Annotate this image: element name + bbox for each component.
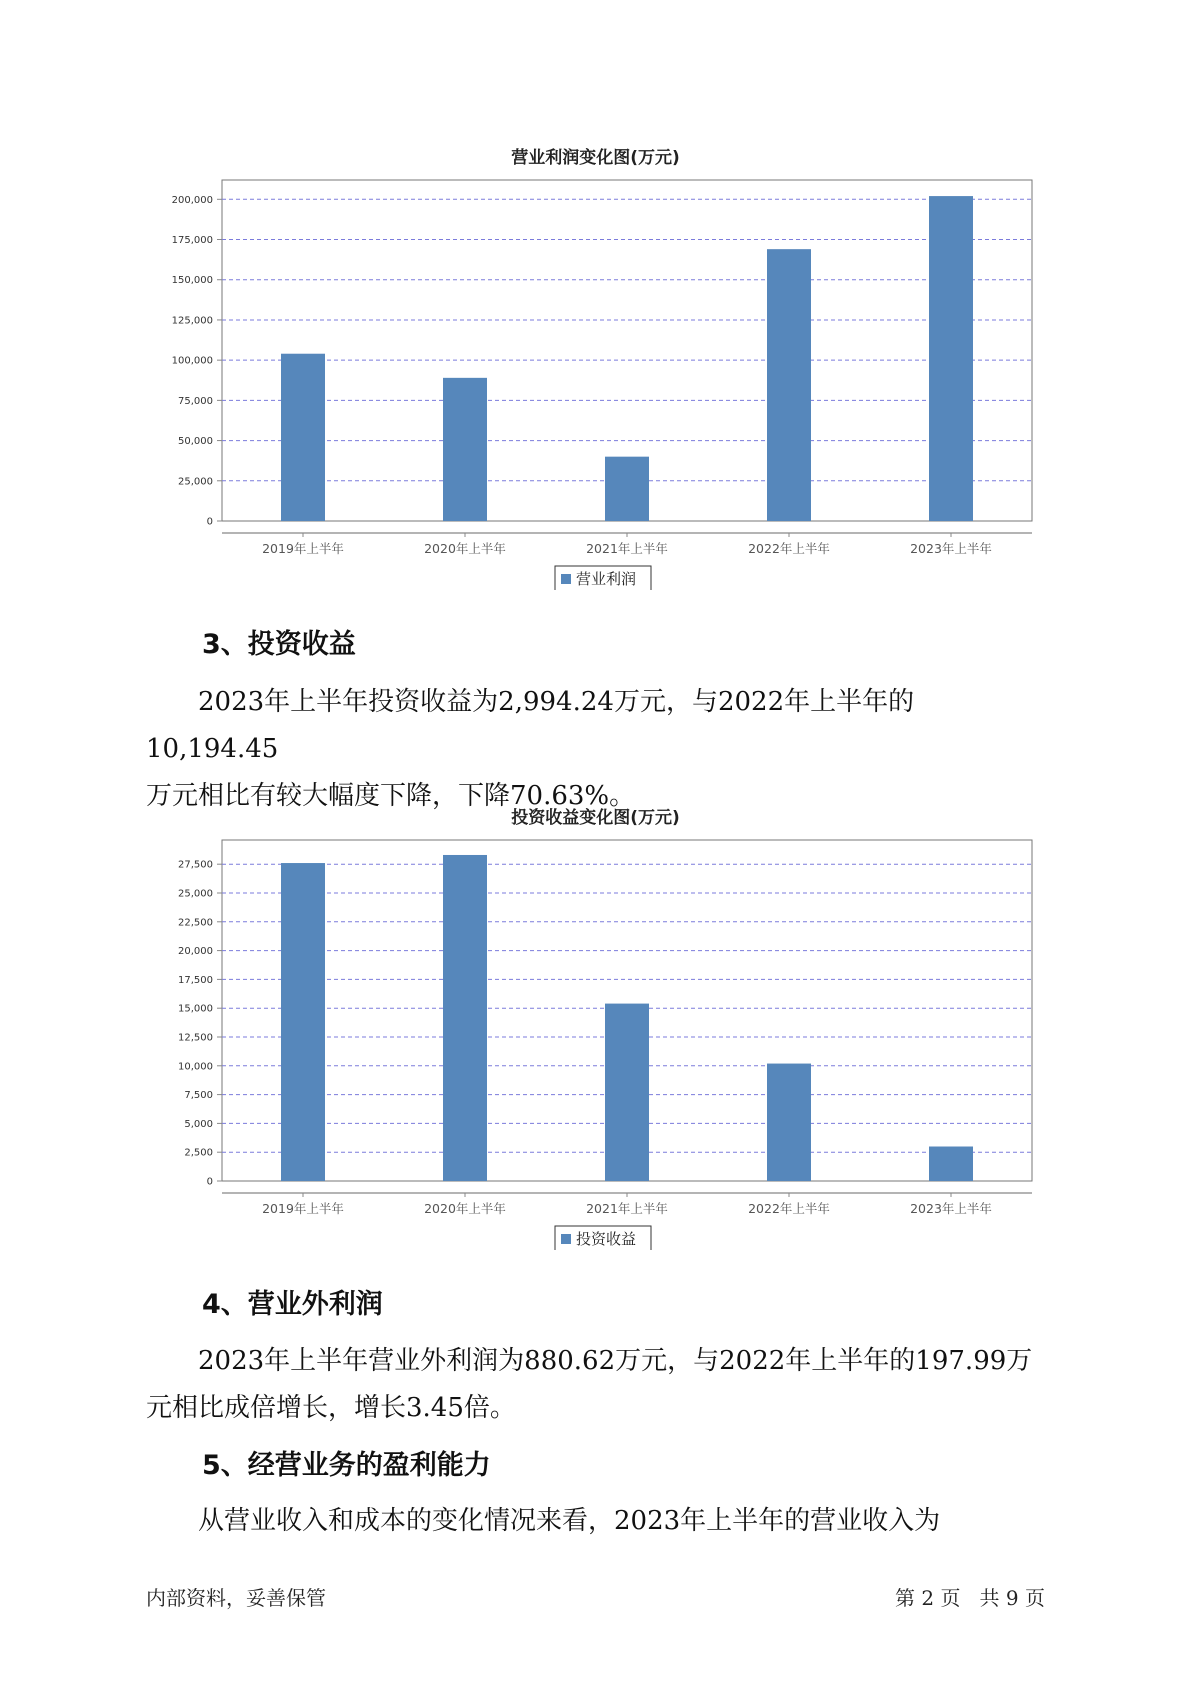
section4-heading: 4、营业外利润 [202, 1289, 383, 1320]
y-tick-label: 100,000 [171, 355, 213, 367]
bar [605, 1004, 649, 1181]
y-tick-label: 22,500 [178, 917, 213, 929]
section3-heading: 3、投资收益 [202, 629, 356, 660]
chart2-title: 投资收益变化图(万元) [511, 808, 680, 828]
y-tick-label: 150,000 [171, 275, 213, 287]
x-tick-label: 2019年上半年 [262, 1201, 344, 1216]
footer-page-number: 第 2 页 共 9 页 [895, 1586, 1045, 1610]
section4-line2: 元相比成倍增长，增长3.45倍。 [146, 1393, 516, 1423]
legend-label: 营业利润 [576, 570, 637, 588]
bar [767, 249, 811, 521]
chart2-investment-income [0, 830, 1191, 1250]
x-tick-label: 2020年上半年 [424, 541, 506, 556]
y-tick-label: 0 [206, 516, 213, 528]
legend [555, 1226, 651, 1250]
legend [555, 566, 651, 590]
x-tick-label: 2021年上半年 [586, 1201, 668, 1216]
y-tick-label: 17,500 [178, 974, 213, 986]
x-tick-label: 2019年上半年 [262, 541, 344, 556]
y-tick-label: 75,000 [178, 395, 213, 407]
legend-swatch [561, 574, 571, 584]
y-tick-label: 7,500 [184, 1090, 213, 1102]
y-tick-label: 125,000 [171, 315, 213, 327]
section4-paragraph [146, 1338, 1046, 1432]
y-tick-label: 25,000 [178, 476, 213, 488]
section5-heading: 5、经营业务的盈利能力 [202, 1450, 491, 1481]
bar [929, 1147, 973, 1181]
section3-line2: 万元相比有较大幅度下降，下降70.63%。 [146, 781, 636, 811]
x-tick-label: 2023年上半年 [910, 541, 992, 556]
y-tick-label: 20,000 [178, 946, 213, 958]
section3-paragraph [146, 679, 1046, 820]
y-tick-label: 27,500 [178, 859, 213, 871]
bar [443, 855, 487, 1181]
bar [605, 457, 649, 521]
chart1-title: 营业利润变化图(万元) [511, 148, 680, 168]
bar [929, 196, 973, 521]
x-tick-label: 2021年上半年 [586, 541, 668, 556]
y-tick-label: 175,000 [171, 235, 213, 247]
section3-line1: 2023年上半年投资收益为2,994.24万元，与2022年上半年的10,194.45 [146, 687, 915, 764]
bar [767, 1064, 811, 1181]
x-tick-label: 2023年上半年 [910, 1201, 992, 1216]
y-tick-label: 5,000 [184, 1118, 213, 1130]
y-tick-label: 50,000 [178, 436, 213, 448]
y-tick-label: 0 [206, 1176, 213, 1188]
y-tick-label: 10,000 [178, 1061, 213, 1073]
section5-paragraph [146, 1498, 1046, 1545]
legend-swatch [561, 1234, 571, 1244]
bar [281, 863, 325, 1181]
y-tick-label: 200,000 [171, 194, 213, 206]
x-tick-label: 2020年上半年 [424, 1201, 506, 1216]
footer-left: 内部资料，妥善保管 [146, 1586, 326, 1610]
x-tick-label: 2022年上半年 [748, 541, 830, 556]
section4-line1: 2023年上半年营业外利润为880.62万元，与2022年上半年的197.99万 [198, 1346, 1033, 1376]
bar [443, 378, 487, 521]
chart1-operating-profit [0, 170, 1191, 590]
bar [281, 354, 325, 521]
y-tick-label: 2,500 [184, 1147, 213, 1159]
y-tick-label: 15,000 [178, 1003, 213, 1015]
section5-line1: 从营业收入和成本的变化情况来看，2023年上半年的营业收入为 [198, 1506, 941, 1536]
legend-label: 投资收益 [576, 1230, 637, 1248]
y-tick-label: 25,000 [178, 888, 213, 900]
x-tick-label: 2022年上半年 [748, 1201, 830, 1216]
y-tick-label: 12,500 [178, 1032, 213, 1044]
